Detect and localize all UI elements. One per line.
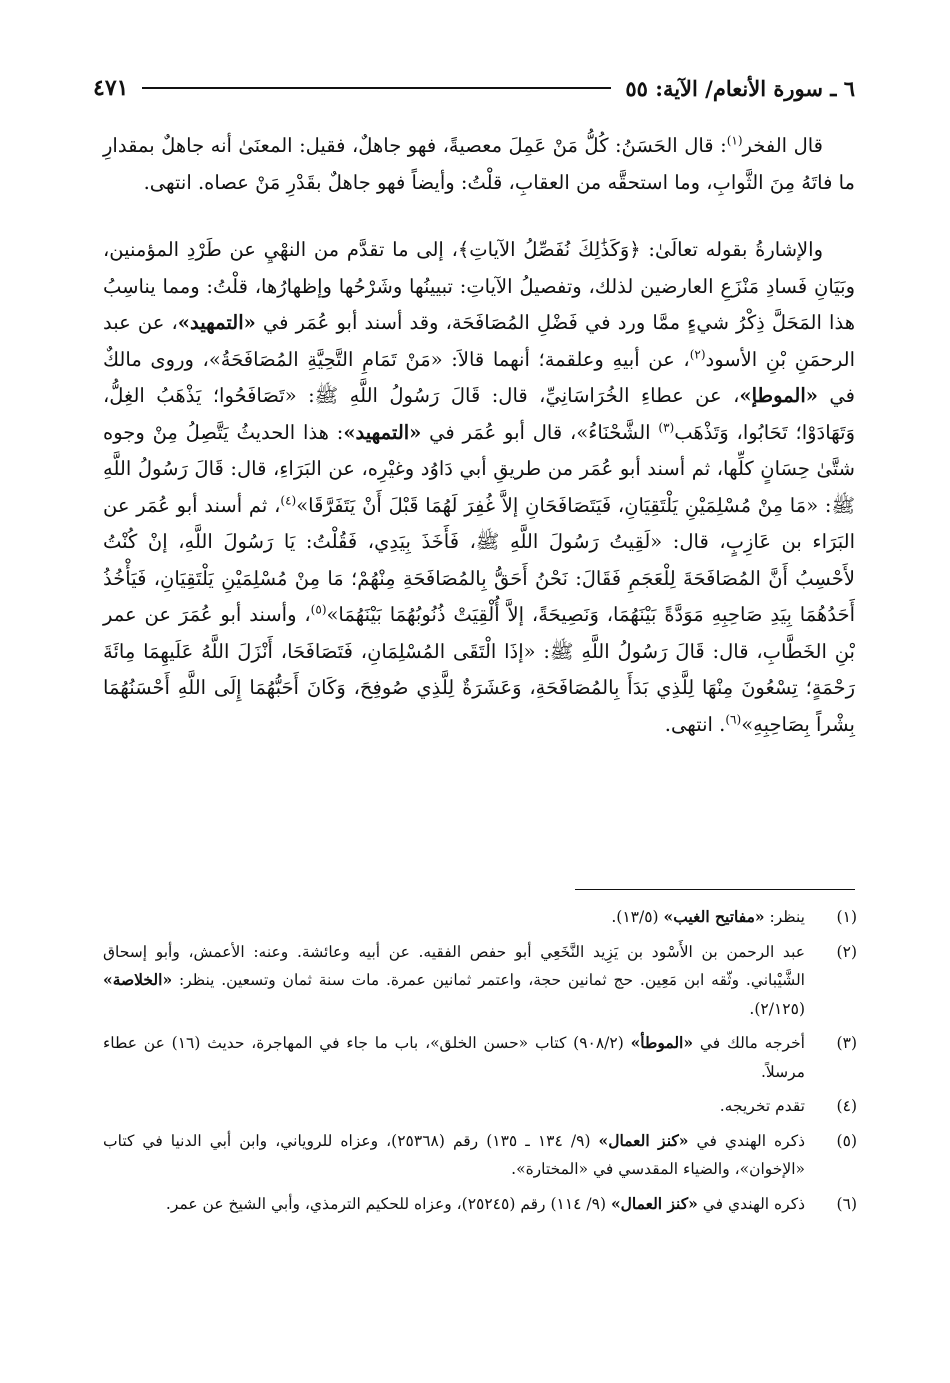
main-text (103, 128, 855, 743)
text-run: : قال الحَسَنُ: كُلُّ مَنْ عَمِلَ معصيةً، فهو جاهلٌ، فقيل: المعنَىٰ أنه جاهلٌ بمقدارِ ما فاتَهُ مِنَ الثَّوابِ، وما استحقَّه من العقابِ، قلْتُ: وأيضاً فهو جاهلٌ بقَدْرِ مَنْ عصاه. انتهى. (103, 134, 855, 194)
text-run: (١٣/٥). (611, 908, 664, 926)
footnote-ref-6[interactable]: (٦) (725, 712, 742, 726)
text-run: ينظر: (764, 908, 805, 926)
text-run: قال الفخر (742, 134, 823, 157)
text-run: (٩/ ١١٤) رقم (٢٥٢٤٥)، وعزاه للحكيم الترمذي، وأبي الشيخ عن عمر. (165, 1194, 611, 1213)
footnote-text (103, 1092, 805, 1121)
footnote-3 (103, 1029, 857, 1086)
footnote-text (103, 1190, 805, 1219)
footnote-text (103, 938, 805, 1024)
page-number: ٤٧١ (93, 75, 129, 101)
text-run: والإشارةُ بقوله تعالَىٰ: ﴿وَكَذَٰلِكَ نُفَصِّلُ الآياتِ﴾، إلى ما تقدَّم من النهْيِ عن طَرْدِ المؤمنين، وبَيَانِ فَسادِ مَنْزَعِ العارضين لذلك، وتفصيلُ الآياتِ: تبيينُها وشَرْحُها وإظهارُها، (103, 238, 855, 298)
footnote-text (103, 903, 805, 932)
footnote-separator (575, 889, 855, 890)
footnote-ref-1[interactable]: (١) (726, 133, 743, 148)
paragraph-gap (103, 201, 855, 232)
book-title-muwatta: «الموطإ» (739, 384, 818, 407)
text-run: عبد الرحمن بن الأَسْود بن يَزِيد النَّخَعِي أبو حفص الفقيه. عن أبيه وعائشة. وعنه: الأعمش، وأبو إسحاق الشَّيْباني. وثّقه ابن مَعِين. حج ثمانين حجة، واعتمر ثمانين عمرة. مات سنة ثمان وتسعين. ينظر: (103, 942, 805, 989)
text-run: : هذا الحديثُ يَتَّصِلُ مِنْ وجوه شتَّىٰ حِسَانٍ كلِّها، ثم أسند أبو عُمَر من طريقِ أبي دَاوُد وغيْرِه، عن البَرَاءِ، قال: قَالَ رَسُولُ اللَّهِ ﷺ: «مَا مِنْ مُسْلِمَيْنِ يَلْتَقِيَانِ، فَيَتَصَافَحَانِ إلاَّ غُفِرَ لَهُمَا قَبْلَ أَنْ يَتَفَرَّقَا» (103, 420, 855, 517)
footnote-source-title: «كنز العمال» (598, 1130, 689, 1150)
text-run: ، عن عبد الرحمَنِ بْنِ الأسود (103, 311, 855, 371)
footnote-ref-5[interactable]: (٥) (310, 602, 327, 617)
footnote-number: (٤) (836, 1097, 857, 1115)
book-title-tamhid: «التمهيد» (343, 420, 422, 444)
text-run: أخرجه مالك في (693, 1034, 805, 1052)
footnote-source-title: «الموطأ» (630, 1033, 694, 1052)
footnote-ref-4[interactable]: (٤) (280, 493, 297, 507)
footnote-text (103, 1127, 805, 1184)
text-run: ، عن عطاءِ الخُرَاسَانِيِّ، قال: قَالَ رَسُولُ اللَّهِ ﷺ: «تَصَافَحُوا؛ يَذْهَبُ الغِلُّ، وَتَهَادَوْا؛ تَحَابُوا، وَتَذْهَب (103, 384, 855, 444)
running-header (93, 68, 855, 108)
book-title-tamhid: «التمهيد» (177, 311, 256, 334)
text-run: قلْتُ: ومما يناسِبُ هذا المَحَلَّ ذِكْرُ شيءٍ ممَّا ورد في فَضْلِ المُصَافَحَة، وقد أسند أبو عُمَر في (103, 274, 855, 334)
text-run: (٩٠٨/٢) كتاب «حسن الخلق»، باب ما جاء في المهاجرة، حديث (١٦) عن عطاء مرسلاً. (103, 1034, 805, 1081)
footnote-ref-2[interactable]: (٢) (689, 347, 706, 361)
footnote-2 (103, 938, 857, 1024)
text-run: تقدم تخريجه. (719, 1097, 805, 1115)
text-run: ذكره الهندي في (688, 1131, 805, 1150)
footnote-6 (103, 1190, 857, 1219)
text-run: (٩/ ١٣٤ ـ ١٣٥) رقم (٢٥٣٦٨)، وعزاه للروياني، وابن أبي الدنيا في كتاب «الإخوان»، والضياء المقدسي في «المختارة». (103, 1131, 805, 1178)
text-run: (٢/١٢٥). (749, 999, 805, 1018)
footnote-source-title: «مفاتيح الغيب» (663, 907, 765, 926)
footnote-number: (٦) (836, 1194, 857, 1213)
footnote-1 (103, 903, 857, 932)
footnote-5 (103, 1127, 857, 1184)
text-run: ، وأسند أبو عُمَرَ عن عمر بْنِ الخَطَّابِ، قال: قَالَ رَسُولُ اللَّهِ ﷺ: «إذَا الْتَقَى المُسْلِمَانِ، فَتَصَافَحَا، أَنْزَلَ اللَّهُ عَلَيهِمَا مِائَةَ رَحْمَةٍ؛ تِسْعُونَ مِنْهَا لِلَّذِي بَدَأَ بِالمُصَافَحَةِ، وَعَشَرَةٌ لِلَّذِي صُوفِحَ، وَكَانَ أَحَبُّهُمَا إِلَى اللَّهِ أَحْسَنُهُمَا بِشْراً بِصَاحِبِهِ» (103, 603, 855, 736)
footnote-ref-3[interactable]: (٣) (658, 420, 675, 434)
footnote-number: (٢) (836, 942, 857, 961)
text-run: ذكره الهندي في (697, 1194, 805, 1213)
footnote-4 (103, 1092, 857, 1121)
text-run: ، ثم أسند أبو عُمَر عن البَرَاء بن عَازِبٍ، قال: «لَقِيتُ رَسُولَ اللَّهِ ﷺ، فَأَخَذَ بِيَدِي، فَقُلْتُ: يَا رَسُولَ اللَّهِ، إنْ كُنْتُ لأَحْسِبُ أَنَّ المُصَافَحَةَ لِلْعَجَمِ فَقَالَ: نَحْنُ أَحَقُّ بِالمُصَافَحَةِ مِنْهُمْ؛ مَا مِنْ مُسْلِمَيْنِ يَلْتَقِيَانِ، فَيَأْخُذُ أَحَدُهُمَا بِيَدِ صَاحِبِهِ مَوَدَّةً بَيْنَهُمَا، وَنَصِيحَةً، إلاَّ أُلْقِيَتْ ذُنُوبُهُمَا بَيْنَهُمَا» (103, 493, 855, 626)
footnote-number: (٥) (836, 1131, 857, 1150)
paragraph-2 (103, 232, 855, 743)
footnote-source-title: «كنز العمال» (610, 1193, 698, 1213)
footnote-text (103, 1029, 805, 1086)
paragraph-1 (103, 128, 855, 201)
footnotes (103, 903, 857, 1224)
header-title: ٦ ـ سورة الأنعام/ الآية: ٥٥ (625, 75, 855, 101)
header-rule (142, 87, 611, 89)
footnote-number: (٣) (836, 1034, 857, 1052)
footnote-source-title: «الخلاصة» (103, 970, 173, 989)
text-run: . انتهى. (664, 712, 726, 736)
text-run: ، عن أبيهِ وعلقمة؛ أنهما قالاَ: «مَنْ تَمَامِ التَّحِيَّةِ المُصَافَحَةُ»، وروى مالكٌ في (103, 347, 855, 407)
text-run: الشَّحْنَاءُ»، قال أبو عُمَر في (421, 420, 659, 444)
footnote-number: (١) (836, 908, 857, 926)
